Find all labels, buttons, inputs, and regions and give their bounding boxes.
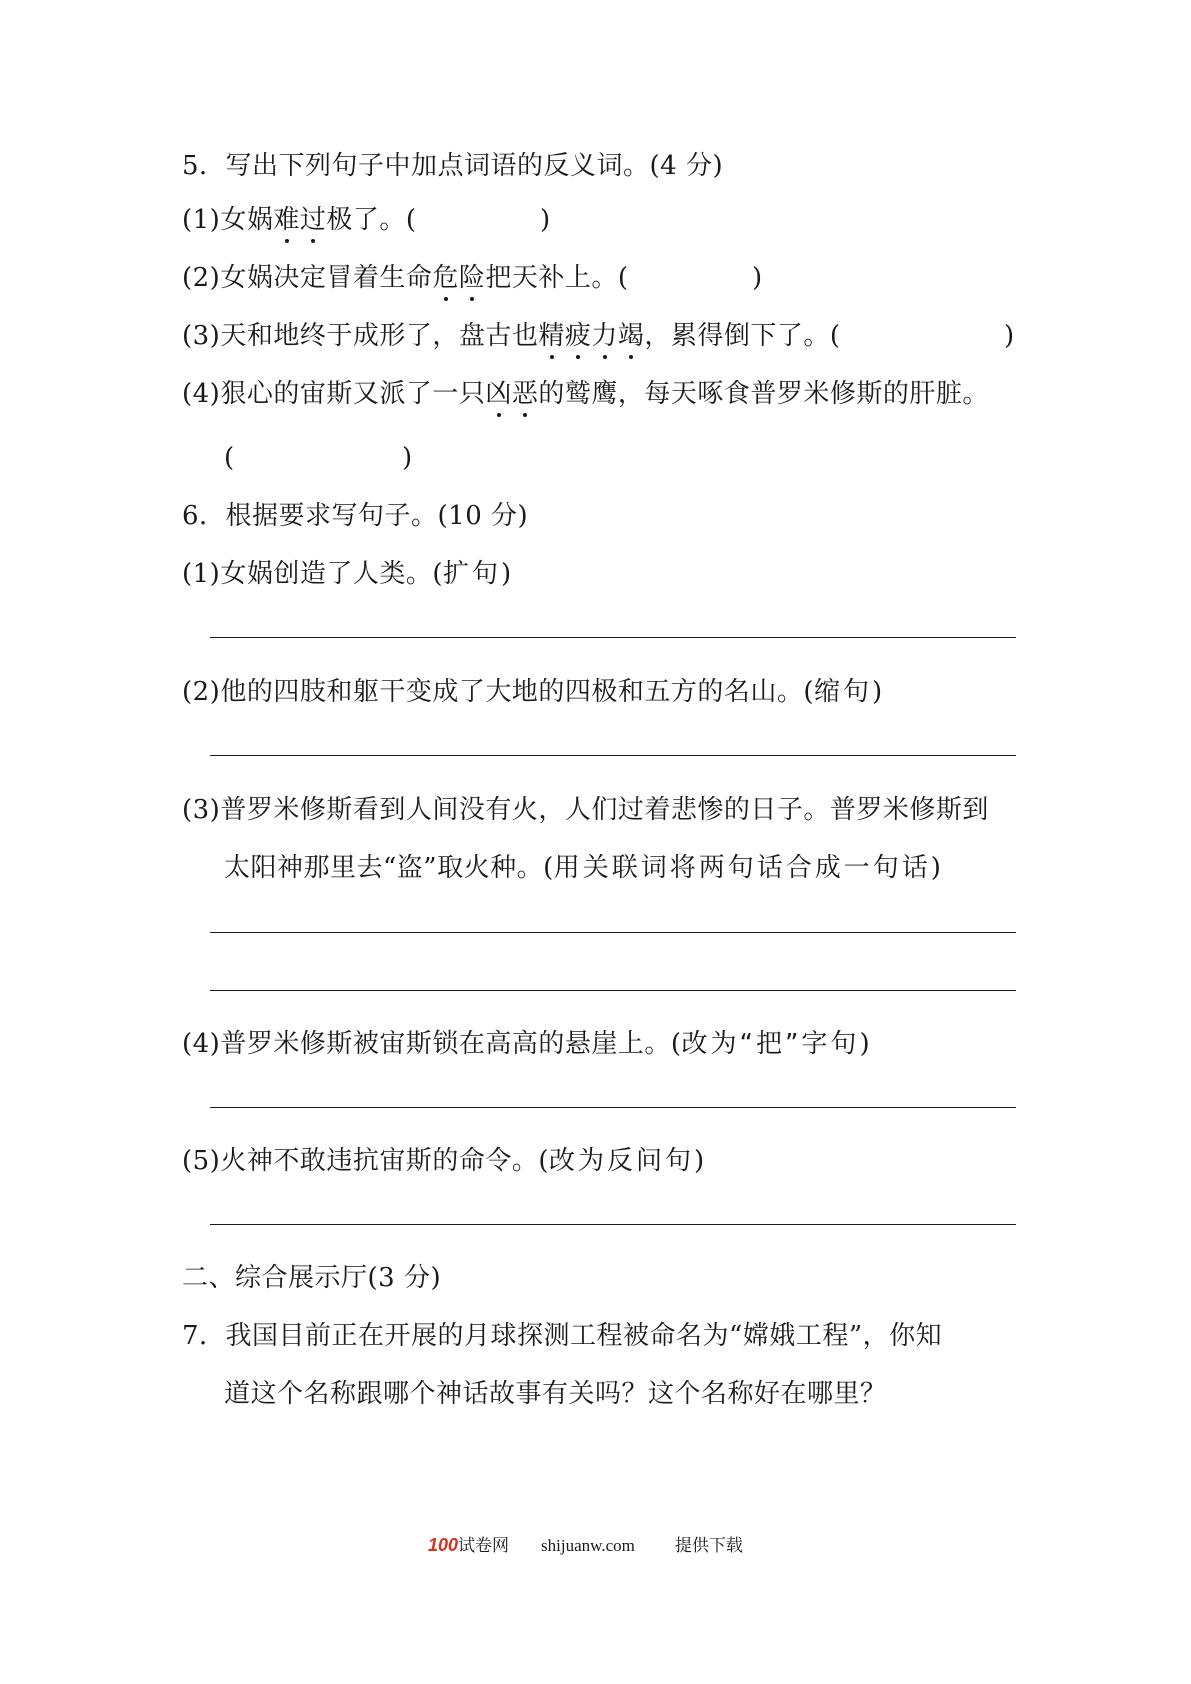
q6-item-1-close: ) [501,559,512,589]
answer-line[interactable] [210,932,1016,933]
q6-item-3-hint: 用关联词将两句话合成一句话 [553,853,931,883]
q5-item-2-post: 把天补上。( [485,263,629,293]
q5-item-3-pre: (3)天和地终于成形了，盘古也 [182,321,539,351]
dotted-char: 精 [538,318,565,354]
q5-item-2-pre: (2)女娲决定冒着生命 [182,263,433,293]
footer-brand: 试卷网 [458,1536,510,1555]
q5-item-2-close-paren: ) [752,263,763,293]
q6-item-2-text: (2)他的四肢和躯干变成了大地的四极和五方的名山。( [182,677,814,707]
answer-line[interactable] [210,637,1016,638]
q5-item-2 [182,260,629,296]
logo-icon: 100 [428,1535,459,1555]
q6-item-4 [182,1026,870,1062]
dotted-char: 力 [591,318,618,354]
dotted-char: 难 [273,202,300,238]
q6-item-5-hint: 改为反问句 [548,1146,694,1176]
q6-item-3-close: ) [930,853,942,883]
q5-item-3-close-paren: ) [1004,321,1015,351]
q6-item-2-close: ) [872,677,883,707]
q5-item-4-post: 的鹫鹰，每天啄食普罗米修斯的肝脏。 [538,379,989,409]
q5-item-4-close-paren: ) [402,443,413,473]
q6-item-1 [182,556,512,592]
answer-line[interactable] [210,1107,1016,1108]
q5-item-1-post: 极了。( [326,205,417,235]
q5-item-4-pre: (4)狠心的宙斯又派了一只 [182,379,486,409]
q6-item-2-hint: 缩句 [813,677,872,707]
dotted-char: 凶 [485,376,512,412]
q6-item-1-text: (1)女娲创造了人类。( [182,559,443,589]
q6-item-3-text2: 太阳神那里去“盗”取火种。( [224,853,554,883]
q5-item-1 [182,202,417,238]
q6-item-5-text: (5)火神不敢违抗宙斯的命令。( [182,1146,549,1176]
footer-site[interactable]: shijuanw.com [541,1536,635,1555]
footer-provide: 提供下载 [674,1536,743,1555]
q6-item-1-hint: 扩句 [442,559,501,589]
q5-title: 5．写出下列句子中加点词语的反义词。(4 分) [182,151,724,181]
dotted-char: 竭 [618,318,645,354]
q5-item-3-post: ，累得倒下了。( [644,321,841,351]
q6-item-4-close: ) [859,1029,871,1059]
q5-item-4 [182,376,989,412]
q7-line2: 道这个名称跟哪个神话故事有关吗？这个名称好在哪里？ [224,1379,887,1409]
q6-item-5-close: ) [694,1146,705,1176]
dotted-char: 恶 [512,376,539,412]
answer-line[interactable] [210,990,1016,991]
q6-title: 6．根据要求写句子。(10 分) [182,501,529,531]
q5-item-1-pre: (1)女娲 [182,205,274,235]
answer-line[interactable] [210,755,1016,756]
q6-item-4-hint: 改为“把”字句 [681,1029,860,1059]
q6-item-3-line2 [224,850,941,886]
q6-item-3-text: (3)普罗米修斯看到人间没有火，人们过着悲惨的日子。普罗米修斯到 [182,795,989,825]
q6-item-3 [182,792,989,828]
dotted-char: 疲 [565,318,592,354]
section2-title: 二、综合展示厅(3 分) [182,1263,442,1293]
dotted-char: 过 [300,202,327,238]
q7-line1: 7．我国目前正在开展的月球探测工程被命名为“嫦娥工程”，你知 [182,1321,943,1351]
footer [428,1533,743,1558]
q5-item-4-open-paren: ( [224,443,235,473]
q5-item-1-close-paren: ) [540,205,551,235]
q5-item-3 [182,318,841,354]
dotted-char: 险 [459,260,486,296]
q6-item-4-text: (4)普罗米修斯被宙斯锁在高高的悬崖上。( [182,1029,682,1059]
q6-item-5 [182,1143,705,1179]
answer-line[interactable] [210,1224,1016,1225]
q6-item-2 [182,674,883,710]
dotted-char: 危 [432,260,459,296]
